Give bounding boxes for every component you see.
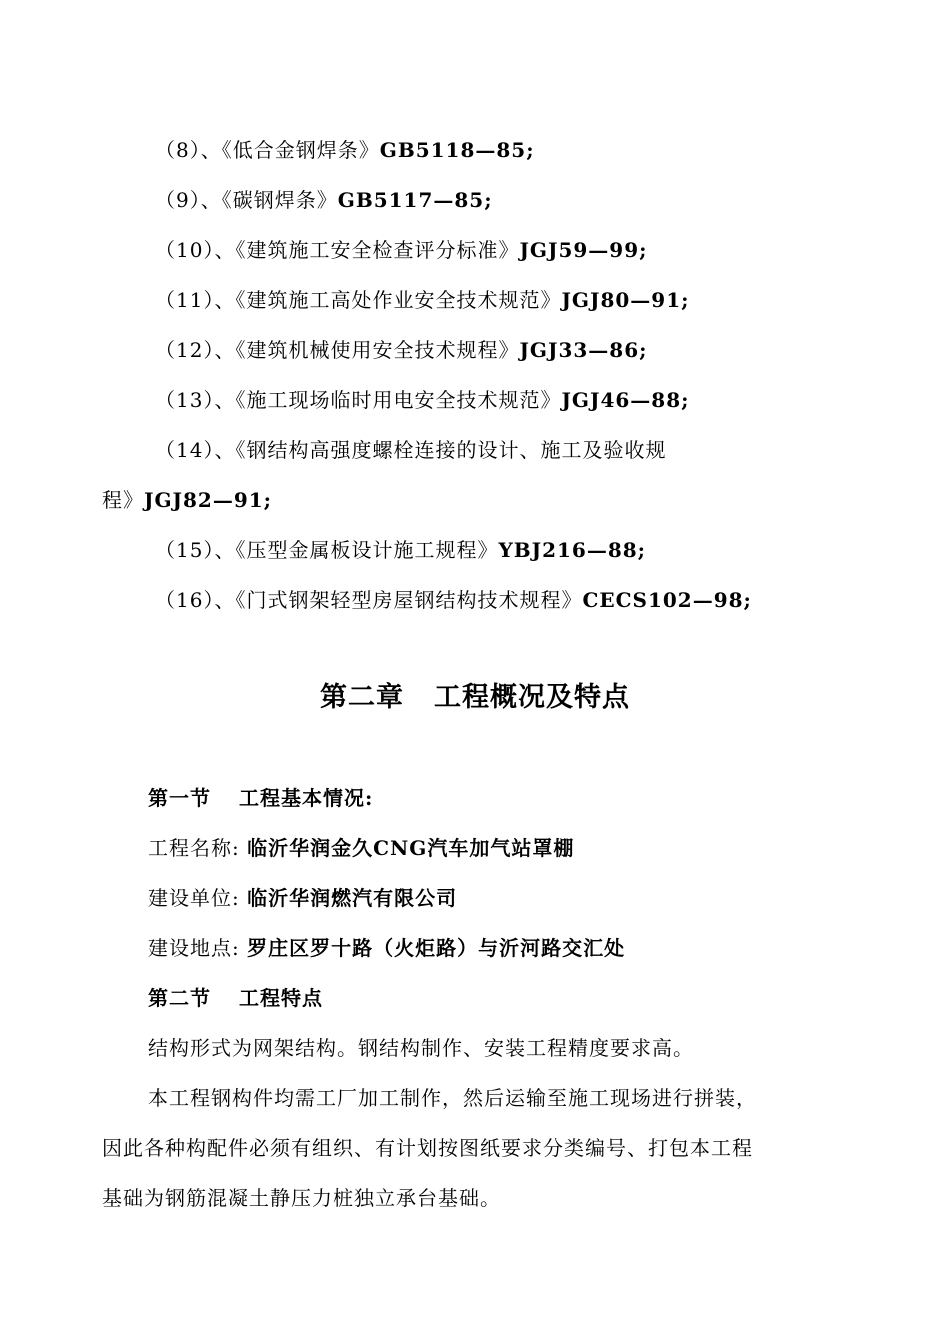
reference-title: 《压型金属板设计施工规程》 xyxy=(235,538,499,562)
reference-number: （13）、 xyxy=(155,388,236,412)
reference-item xyxy=(155,186,493,214)
section-heading xyxy=(148,784,373,812)
reference-title: 《碳钢焊条》 xyxy=(221,188,338,212)
field-value: 临沂华润燃汽有限公司 xyxy=(247,886,458,910)
reference-code: GB5117—85; xyxy=(337,188,493,212)
reference-number: （15）、 xyxy=(155,538,236,562)
reference-number: （16）、 xyxy=(155,588,236,612)
info-field xyxy=(148,834,574,862)
field-label: 建设地点: xyxy=(148,936,240,960)
reference-item xyxy=(155,236,648,264)
reference-code: YBJ216—88; xyxy=(498,538,647,562)
info-field xyxy=(148,884,457,912)
reference-code: JGJ33—86; xyxy=(519,338,648,362)
reference-code: CECS102—98; xyxy=(582,588,752,612)
section-title: 工程特点 xyxy=(239,986,323,1010)
reference-number: （9）、 xyxy=(155,188,222,212)
reference-number: （10）、 xyxy=(155,238,236,262)
reference-title: 程》 xyxy=(102,488,144,512)
reference-title: 《建筑施工安全检查评分标准》 xyxy=(235,238,520,262)
section-number: 第一节 xyxy=(148,786,211,810)
paragraph-line: 本工程钢构件均需工厂加工制作，然后运输至施工现场进行拼装， xyxy=(148,1086,757,1110)
field-value: 罗庄区罗十路（火炬路）与沂河路交汇处 xyxy=(247,936,626,960)
reference-title: 《建筑机械使用安全技术规程》 xyxy=(235,338,520,362)
paragraph-line: 因此各种构配件必须有组织、有计划按图纸要求分类编号、打包本工程 xyxy=(102,1136,753,1160)
reference-number: （14）、 xyxy=(155,438,236,462)
reference-title: 《建筑施工高处作业安全技术规范》 xyxy=(235,288,562,312)
reference-title: 《门式钢架轻型房屋钢结构技术规程》 xyxy=(235,588,583,612)
chapter-title: 工程概况及特点 xyxy=(434,682,630,713)
reference-number: （11）、 xyxy=(155,288,236,312)
field-label: 建设单位: xyxy=(148,886,240,910)
reference-code: GB5118—85; xyxy=(379,138,535,162)
reference-title: 《钢结构高强度螺栓连接的设计、施工及验收规 xyxy=(235,438,667,462)
section-number: 第二节 xyxy=(148,986,211,1010)
reference-number: （8）、 xyxy=(155,138,222,162)
field-label: 工程名称: xyxy=(148,836,240,860)
field-value: 临沂华润金久CNG汽车加气站罩棚 xyxy=(247,836,575,860)
reference-item xyxy=(155,386,690,414)
reference-item xyxy=(155,586,752,614)
reference-item-continued xyxy=(102,486,272,514)
reference-code: JGJ59—99; xyxy=(519,238,648,262)
section-title: 工程基本情况: xyxy=(239,786,374,810)
chapter-number: 第二章 xyxy=(320,682,404,713)
reference-code: JGJ82—91; xyxy=(144,488,273,512)
info-field xyxy=(148,934,625,962)
reference-code: JGJ46—88; xyxy=(561,388,690,412)
paragraph-line: 基础为钢筋混凝土静压力桩独立承台基础。 xyxy=(102,1186,501,1210)
reference-code: JGJ80—91; xyxy=(561,288,690,312)
reference-item xyxy=(155,286,690,314)
reference-item xyxy=(155,136,535,164)
chapter-heading xyxy=(0,680,950,716)
section-heading xyxy=(148,984,323,1012)
paragraph-line: 结构形式为网架结构。钢结构制作、安装工程精度要求高。 xyxy=(148,1036,694,1060)
reference-item xyxy=(155,436,666,464)
reference-title: 《低合金钢焊条》 xyxy=(221,138,380,162)
reference-number: （12）、 xyxy=(155,338,236,362)
reference-item xyxy=(155,336,648,364)
reference-item xyxy=(155,536,646,564)
reference-title: 《施工现场临时用电安全技术规范》 xyxy=(235,388,562,412)
